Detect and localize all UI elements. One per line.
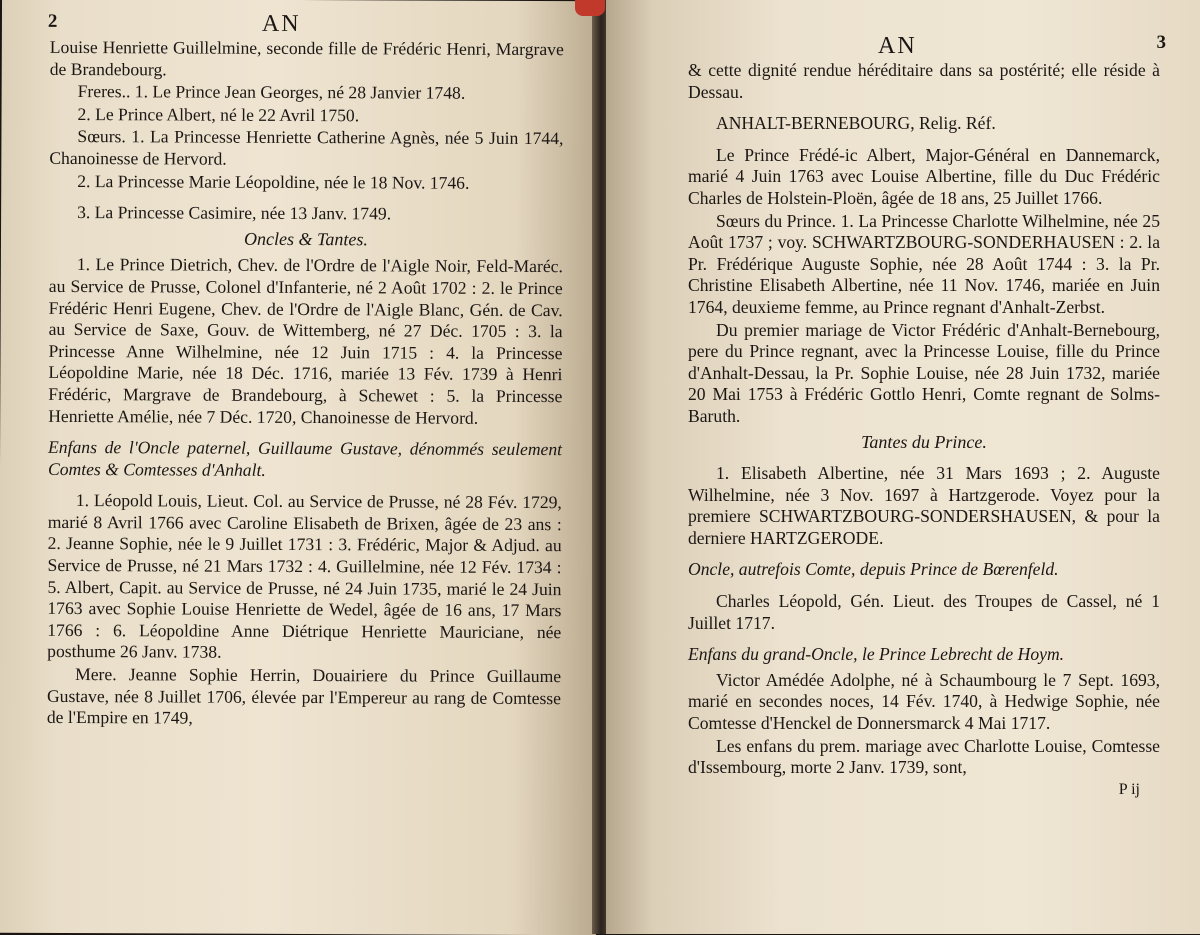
left-page-number: 2 xyxy=(47,10,58,32)
left-paragraph: 2. La Princesse Marie Léopoldine, née le 18 Nov. 1746. xyxy=(77,170,470,193)
right-paragraph: Du premier mariage de Victor Frédéric d'Anhalt-Bernebourg, pere du Prince regnant, avec la Princesse Louise, fille du Prince d'Anhalt-Dessau, la Pr. Sophie Louise, née 28 Juin 1732, mariée 20 Mai 1753 à Frédéric Gottlo Henri, Comte regnant de Solms-Baruth. xyxy=(688,319,1160,426)
right-page xyxy=(606,0,1200,934)
right-paragraph: Le Prince Frédé-ic Albert, Major-Général en Dannemarck, marié 4 Juin 1763 avec Louise Albertine, fille du Duc Frédéric Charles de Holstein-Ploën, âgée de 18 ans, 25 Juillet 1766. xyxy=(688,144,1160,208)
right-paragraph: Charles Léopold, Gén. Lieut. des Troupes de Cassel, né 1 Juillet 1717. xyxy=(688,591,1160,633)
left-paragraph: Freres.. 1. Le Prince Jean Georges, né 28 Janvier 1748. xyxy=(77,81,466,103)
left-paragraph: Mere. Jeanne Sophie Herrin, Douairiere du Prince Guillaume Gustave, née 8 Juillet 1706, élevée par l'Empereur au rang de Comtesse de l'Empire en 1749, xyxy=(46,664,562,728)
left-paragraph: 2. Le Prince Albert, né le 22 Avril 1750. xyxy=(77,103,360,126)
right-paragraph: & cette dignité rendue héréditaire dans sa postérité; elle réside à Dessau. xyxy=(688,60,1160,102)
left-paragraph: Sœurs. 1. La Princesse Henriette Catherine Agnès, née 5 Juin 1744, Chanoinesse de Hervord. xyxy=(49,126,564,169)
section-heading-oncles-tantes: Oncles & Tantes. xyxy=(244,228,368,250)
right-paragraph: 1. Elisabeth Albertine, née 31 Mars 1693 ; 2. Auguste Wilhelmine, née 3 Nov. 1697 à Hartzgerode. Voyez pour la premiere SCHWARTZBOURG-SONDERSHAUSEN, & pour la derniere HARTZGERODE. xyxy=(688,463,1160,548)
right-page-number: 3 xyxy=(1156,32,1166,53)
right-paragraph: Les enfans du prem. mariage avec Charlotte Louise, Comtesse d'Issembourg, morte 2 Janv. 1739, sont, xyxy=(688,735,1160,778)
section-heading-oncle: Oncle, autrefois Comte, depuis Prince de Bœrenfeld. xyxy=(688,559,1059,580)
right-paragraph: Victor Amédée Adolphe, né à Schaumbourg le 7 Sept. 1693, marié en secondes noces, 14 Fév. 1740, à Hedwige Sophie, née Comtesse d'Henckel de Donnersmarck 4 Mai 1717. xyxy=(688,669,1160,734)
ribbon-bookmark xyxy=(575,0,605,16)
left-page-header xyxy=(47,7,564,39)
section-heading-tantes: Tantes du Prince. xyxy=(861,431,987,452)
left-paragraph: 3. La Princesse Casimire, née 13 Janv. 1749. xyxy=(77,202,392,224)
right-page-header xyxy=(688,22,1166,60)
section-heading-anhalt-bernebourg: ANHALT-BERNEBOURG, Relig. Réf. xyxy=(716,113,996,134)
left-paragraph: 1. Léopold Louis, Lieut. Col. au Service de Prusse, né 28 Fév. 1729, marié 8 Avril 1766 avec Caroline Elisabeth de Brixen, âgée de 23 ans : 2. Jeanne Sophie, née le 9 Juillet 1731 : 3. Frédéric, Major & Adjud. au Service de Prusse, né 21 Mars 1732 : 4. Guillelmine, née 12 Fév. 1734 : 5. Albert, Capit. au Service de Prusse, né 24 Juin 1735, marié le 24 Juin 1763 avec Sophie Louise Henriette de Wedel, âgée de 16 ans, 17 Mars 1766 : 6. Léopoldine Anne Diétrique Henriette Mauriciane, née posthume 26 Janv. 1738. xyxy=(47,490,562,663)
right-running-head: AN xyxy=(878,33,917,59)
signature-mark: P ij xyxy=(1118,780,1140,798)
left-running-head: AN xyxy=(261,10,301,38)
section-heading-enfans-oncle: Enfans de l'Oncle paternel, Guillaume Gustave, dénommés seulement Comtes & Comtesses d'Anhalt. xyxy=(47,436,563,480)
left-paragraph: Louise Henriette Guillelmine, seconde fille de Frédéric Henri, Margrave de Brandebourg. xyxy=(49,36,564,80)
left-paragraph: 1. Le Prince Dietrich, Chev. de l'Ordre de l'Aigle Noir, Feld-Maréc. au Service de Prusse, Colonel d'Infanterie, né 2 Août 1702 : 2. le Prince Frédéric Henri Eugene, Chev. de l'Ordre de l'Aigle Blanc, Gén. de Cav. au Service de Saxe, Gouv. de Wittemberg, né 27 Déc. 1705 : 3. la Princesse Anne Wilhelmine, née 12 Juin 1715 : 4. la Princesse Léopoldine Marie, née 18 Déc. 1716, mariée 13 Fév. 1739 à Henri Frédéric, Margrave de Brandebourg, à Schewet : 5. la Princesse Henriette Amélie, née 7 Déc. 1720, Chanoinesse de Hervord. xyxy=(48,254,563,428)
right-paragraph: Sœurs du Prince. 1. La Princesse Charlotte Wilhelmine, née 25 Août 1737 ; voy. SCHWARTZBOURG-SONDERHAUSEN : 2. la Pr. Frédérique Auguste Sophie, née 28 Août 1744 : 3. la Pr. Christine Elisabeth Albertine, née 11 Nov. 1746, mariée en Juin 1764, deuxieme femme, au Prince regnant d'Anhalt-Zerbst. xyxy=(688,210,1160,317)
section-heading-enfans-grand-oncle: Enfans du grand-Oncle, le Prince Lebrecht de Hoym. xyxy=(688,644,1065,665)
